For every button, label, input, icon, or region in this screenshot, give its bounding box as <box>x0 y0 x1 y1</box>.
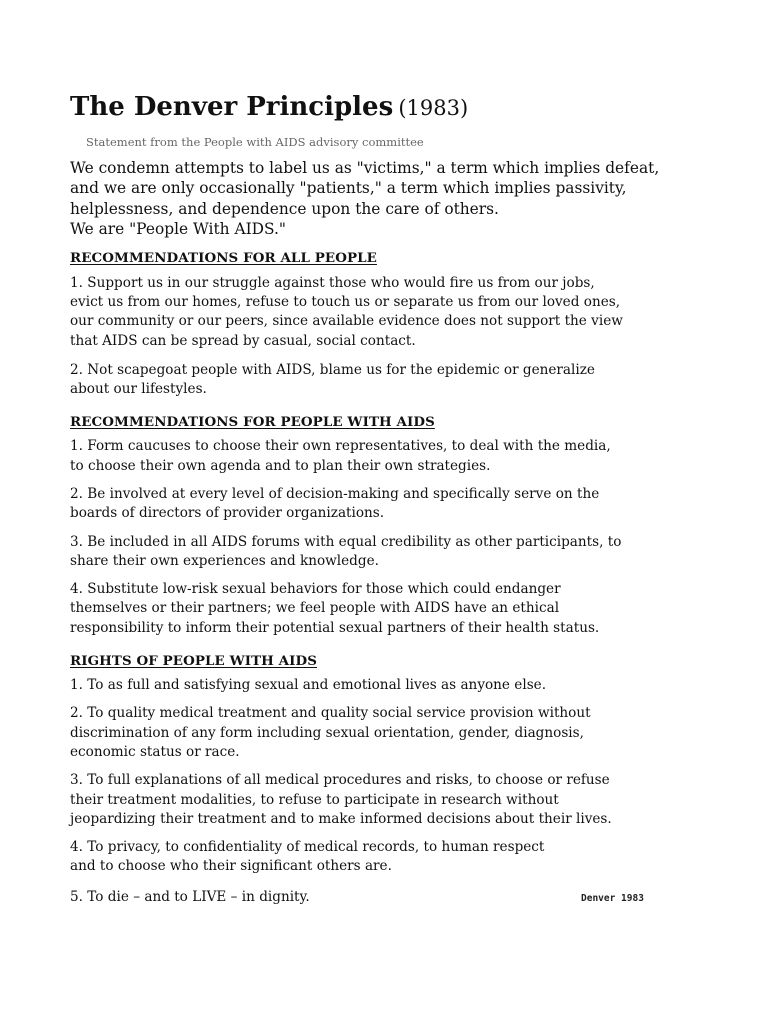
section-heading-all-people: RECOMMENDATIONS FOR ALL PEOPLE <box>70 249 377 266</box>
rights-item <box>70 676 710 695</box>
rights-item <box>70 704 710 762</box>
section-heading-people-with-aids: RECOMMENDATIONS FOR PEOPLE WITH AIDS <box>70 414 435 431</box>
title-year: (1983) <box>398 96 469 120</box>
item-line: boards of directors of provider organizations. <box>70 505 385 522</box>
document-page <box>70 88 710 907</box>
intro-line: helplessness, and dependence upon the care of others. <box>70 199 499 218</box>
item-line: 4. Substitute low-risk sexual behaviors for those which could endanger <box>70 581 561 598</box>
intro-line: We are "People With AIDS." <box>70 220 286 239</box>
intro-paragraph <box>70 158 710 240</box>
item-line: 2. Not scapegoat people with AIDS, blame us for the epidemic or generalize <box>70 361 595 378</box>
section-heading-rights: RIGHTS OF PEOPLE WITH AIDS <box>70 653 318 670</box>
recommendation-item <box>70 580 710 638</box>
recommendation-item <box>70 437 710 476</box>
intro-line: and we are only occasionally "patients," a term which implies passivity, <box>70 179 627 198</box>
recommendation-item <box>70 533 710 572</box>
document-subtitle: Statement from the People with AIDS advisory committee <box>86 135 424 149</box>
item-line: that AIDS can be spread by casual, social contact. <box>70 332 416 349</box>
item-line: 1. Support us in our struggle against those who would fire us from our jobs, <box>70 274 595 291</box>
rights-item <box>70 838 710 877</box>
item-line: jeopardizing their treatment and to make informed decisions about their lives. <box>70 810 612 827</box>
rights-item <box>70 888 710 907</box>
item-line: our community or our peers, since available evidence does not support the view <box>70 313 623 330</box>
item-line: 2. To quality medical treatment and quality social service provision without <box>70 705 591 722</box>
item-line: and to choose who their significant others are. <box>70 858 392 875</box>
item-line: 3. To full explanations of all medical procedures and risks, to choose or refuse <box>70 772 610 789</box>
item-line: responsibility to inform their potential sexual partners of their health status. <box>70 619 600 636</box>
title-main: The Denver Principles <box>70 92 394 122</box>
recommendation-item <box>70 485 710 524</box>
item-line: 4. To privacy, to confidentiality of medical records, to human respect <box>70 839 545 856</box>
item-line: about our lifestyles. <box>70 381 207 398</box>
item-line: 1. Form caucuses to choose their own representatives, to deal with the media, <box>70 438 611 455</box>
item-line: their treatment modalities, to refuse to participate in research without <box>70 791 559 808</box>
document-title <box>70 88 710 126</box>
recommendation-item <box>70 361 710 400</box>
recommendation-item <box>70 274 710 351</box>
item-line: 1. To as full and satisfying sexual and emotional lives as anyone else. <box>70 677 547 694</box>
item-line: evict us from our homes, refuse to touch us or separate us from our loved ones, <box>70 293 621 310</box>
item-line: to choose their own agenda and to plan their own strategies. <box>70 457 491 474</box>
item-line: 3. Be included in all AIDS forums with equal credibility as other participants, to <box>70 533 622 550</box>
item-line: share their own experiences and knowledge. <box>70 552 379 569</box>
intro-line: We condemn attempts to label us as "victims," a term which implies defeat, <box>70 159 660 177</box>
signature-stamp: Denver 1983 <box>581 892 644 904</box>
item-line: 2. Be involved at every level of decision-making and specifically serve on the <box>70 486 600 502</box>
item-line: 5. To die – and to LIVE – in dignity. <box>70 888 310 905</box>
rights-item <box>70 771 710 829</box>
item-line: economic status or race. <box>70 743 240 760</box>
item-line: themselves or their partners; we feel people with AIDS have an ethical <box>70 600 560 617</box>
item-line: discrimination of any form including sexual orientation, gender, diagnosis, <box>70 724 584 741</box>
